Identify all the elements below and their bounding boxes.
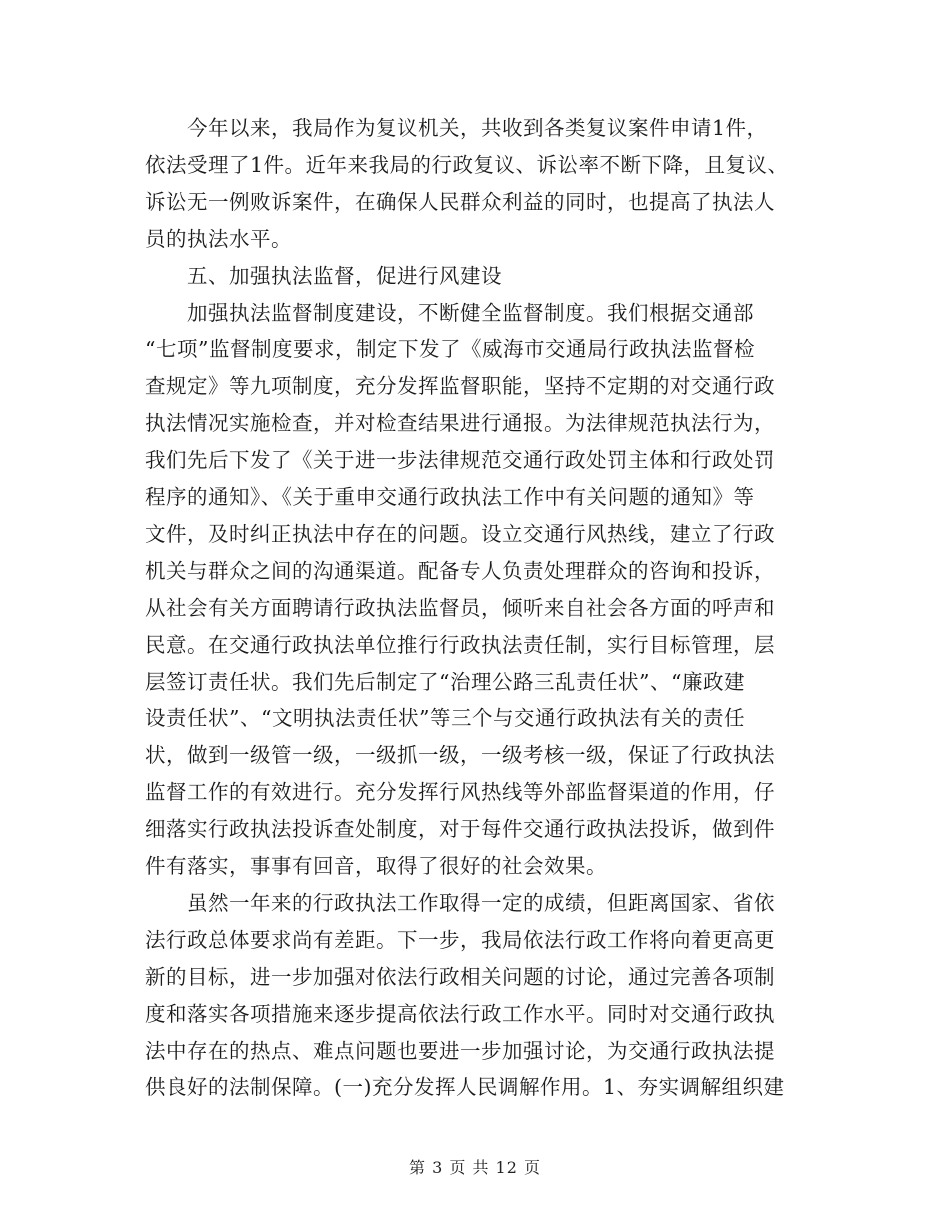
text-line: 查规定》等九项制度，充分发挥监督职能，坚持不定期的对交通行政 xyxy=(145,374,775,399)
text-line: 执法情况实施检查，并对检查结果进行通报。为法律规范执法行为， xyxy=(145,411,775,436)
text-line: 机关与群众之间的沟通渠道。配备专人负责处理群众的咨询和投诉， xyxy=(145,558,775,583)
text-line: 诉讼无一例败诉案件，在确保人民群众利益的同时，也提高了执法人 xyxy=(145,189,775,214)
text-line: 五、加强执法监督，促进行风建设 xyxy=(145,263,502,288)
text-line: 加强执法监督制度建设，不断健全监督制度。我们根据交通部 xyxy=(145,300,754,325)
text-line: 状，做到一级管一级，一级抓一级，一级考核一级，保证了行政执法 xyxy=(145,743,775,768)
text-line: 虽然一年来的行政执法工作取得一定的成绩，但距离国家、省依 xyxy=(145,890,775,915)
text-line: 从社会有关方面聘请行政执法监督员，倾听来自社会各方面的呼声和 xyxy=(145,595,775,620)
text-line: 文件，及时纠正执法中存在的问题。设立交通行风热线，建立了行政 xyxy=(145,521,775,546)
text-line: 设责任状”、“文明执法责任状”等三个与交通行政执法有关的责任 xyxy=(145,706,745,731)
text-line: 新的目标，进一步加强对依法行政相关问题的讨论，通过完善各项制 xyxy=(145,964,775,989)
text-line: 我们先后下发了《关于进一步法律规范交通行政处罚主体和行政处罚 xyxy=(145,448,775,473)
text-line: “七项”监督制度要求，制定下发了《威海市交通局行政执法监督检 xyxy=(145,337,755,362)
text-line: 民意。在交通行政执法单位推行行政执法责任制，实行目标管理，层 xyxy=(145,632,775,657)
text-line: 细落实行政执法投诉查处制度，对于每件交通行政执法投诉，做到件 xyxy=(145,817,775,842)
text-line: 程序的通知》、《关于重申交通行政执法工作中有关问题的通知》等 xyxy=(145,485,755,509)
text-line: 层签订责任状。我们先后制定了“治理公路三乱责任状”、“廉政建 xyxy=(145,669,745,694)
text-line: 法行政总体要求尚有差距。下一步，我局依法行政工作将向着更高更 xyxy=(145,927,775,952)
text-line: 法中存在的热点、难点问题也要进一步加强讨论，为交通行政执法提 xyxy=(145,1038,775,1063)
text-line: 件有落实，事事有回音，取得了很好的社会效果。 xyxy=(145,854,607,878)
text-line: 度和落实各项措施来逐步提高依法行政工作水平。同时对交通行政执 xyxy=(145,1001,775,1026)
text-line: 今年以来，我局作为复议机关，共收到各类复议案件申请1件， xyxy=(145,116,768,140)
text-line: 供良好的法制保障。(一)充分发挥人民调解作用。1、夯实调解组织建 xyxy=(145,1075,785,1100)
text-line: 依法受理了1件。近年来我局的行政复议、诉讼率不断下降，且复议、 xyxy=(145,152,789,177)
text-line: 员的执法水平。 xyxy=(145,226,292,251)
page-footer: 第 3 页 共 12 页 xyxy=(409,1158,541,1177)
text-line: 监督工作的有效进行。充分发挥行风热线等外部监督渠道的作用，仔 xyxy=(145,780,775,805)
